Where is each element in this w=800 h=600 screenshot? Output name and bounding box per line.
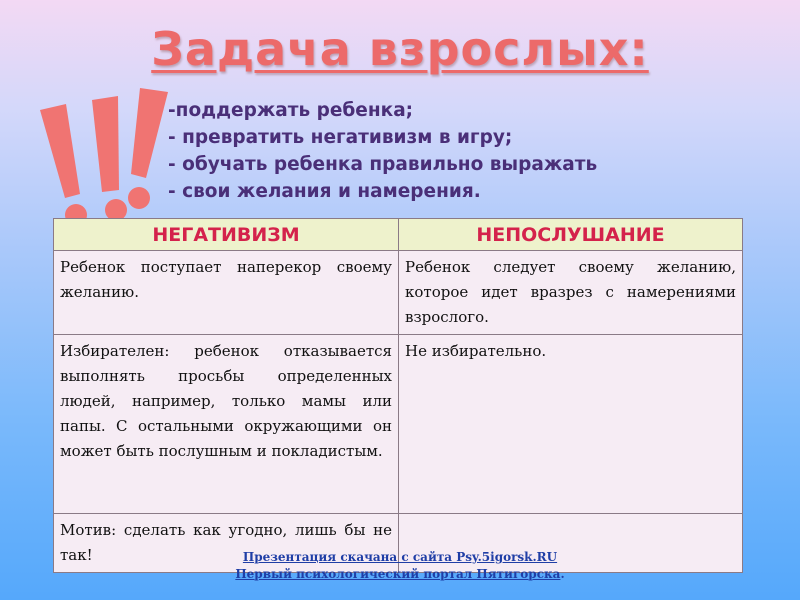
table-cell: Мотив: сделать как угодно, лишь бы не так! xyxy=(54,514,399,573)
exclamation-bar-icon xyxy=(131,88,168,178)
exclamation-marks-icon xyxy=(18,82,193,232)
task-item: -поддержать ребенка; xyxy=(168,100,414,121)
header-disobedience: НЕПОСЛУШАНИЕ xyxy=(399,219,743,251)
footer-period: . xyxy=(560,567,565,581)
table-row xyxy=(54,251,743,335)
table-cell: Не избирательно. xyxy=(399,335,743,514)
table-cell: Избирателен: ребенок отказывается выполнять просьбы определенных людей, например, только мамы или папы. С остальными окружающими он может быть послушным и покладистым. xyxy=(54,335,399,514)
task-item: - свои желания и намерения. xyxy=(168,181,481,202)
exclamation-dot-icon xyxy=(128,187,150,209)
exclamation-bar-icon xyxy=(92,96,119,192)
table-cell: Ребенок следует своему желанию, которое идет вразрез с намерениями взрослого. xyxy=(399,251,743,335)
header-negativism: НЕГАТИВИЗМ xyxy=(54,219,399,251)
portal-link[interactable]: Первый психологический портал Пятигорска xyxy=(235,567,561,581)
task-list xyxy=(168,97,597,205)
footer xyxy=(0,549,800,583)
source-link[interactable]: Презентация скачана с сайта Psy.5igorsk.RU xyxy=(242,550,558,564)
exclamation-bar-icon xyxy=(40,104,80,198)
task-item: - превратить негативизм в игру; xyxy=(168,127,513,148)
table-header-row xyxy=(54,219,743,251)
comparison-table xyxy=(53,218,743,573)
table-cell: Ребенок поступает наперекор своему желанию. xyxy=(54,251,399,335)
table-row xyxy=(54,335,743,514)
task-item: - обучать ребенка правильно выражать xyxy=(168,154,598,175)
page-title: Задача взрослых: xyxy=(151,22,649,76)
